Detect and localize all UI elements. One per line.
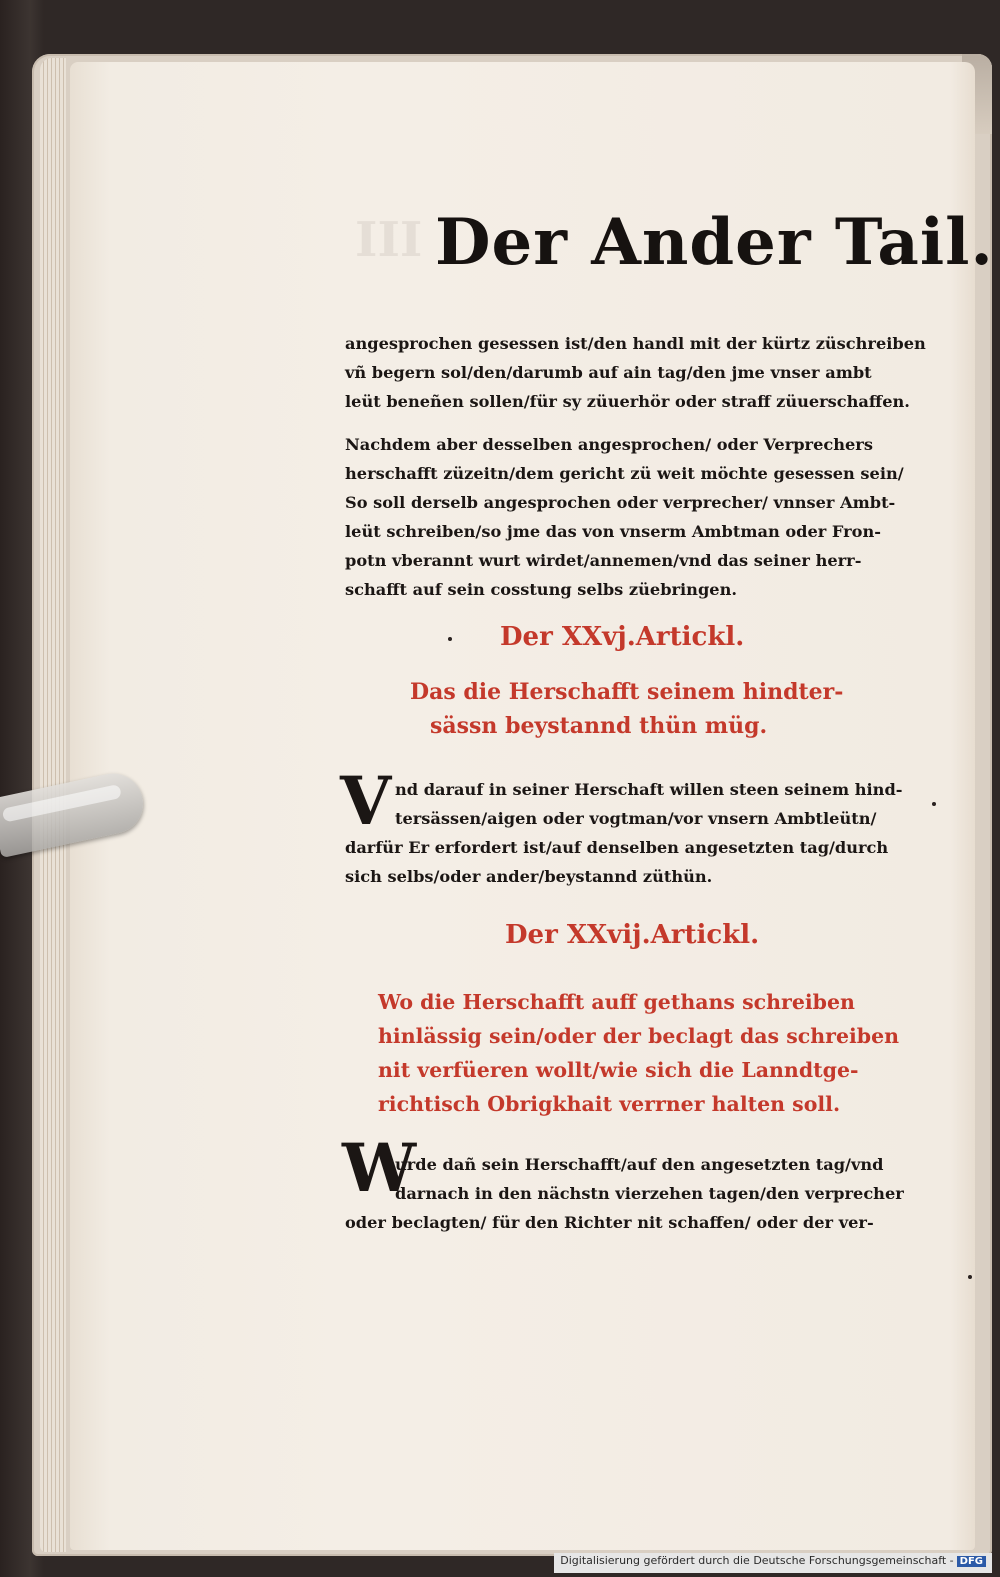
speck [968, 1275, 972, 1279]
rubric-line: Wo die Herschafft auff gethans schreiben [378, 990, 855, 1014]
rubric-line: nit verfüeren wollt/wie sich die Lanndtge- [378, 1058, 859, 1082]
text-line: potn vberannt wurt wirdet/annemen/vnd das seiner herr- [345, 551, 862, 570]
paragraph-1 [345, 329, 926, 416]
text-line: tersässen/aigen oder vogtman/vor vnsern Ambtleütn/ [395, 809, 877, 828]
digitization-credit [554, 1553, 992, 1573]
initial-w: W [342, 1129, 417, 1207]
text-line: urde dañ sein Herschafft/auf den angesetzten tag/vnd [395, 1155, 884, 1174]
bleed-through-ghost: III [355, 212, 423, 268]
paragraph-2 [345, 430, 905, 604]
speck [448, 637, 452, 641]
rubric-line: richtisch Obrigkhait verrner halten soll. [378, 1092, 841, 1116]
running-head: Der Ander Tail. [435, 205, 994, 280]
rubric-line: Das die Herschafft seinem hindter- [410, 679, 844, 705]
rubric-line: hinlässig sein/oder der beclagt das schreiben [378, 1024, 900, 1048]
speck [932, 802, 936, 806]
text-line: vñ begern sol/den/darumb auf ain tag/den jme vnser ambt [345, 363, 872, 382]
credit-text: Digitalisierung gefördert durch die Deutsche Forschungsgemeinschaft - [560, 1554, 954, 1567]
paragraph-3 [345, 775, 905, 891]
text-line: schafft auf sein cosstung selbs züebringen. [345, 580, 737, 599]
article-26-heading: Der XXvj.Artickl. [500, 622, 745, 652]
text-line: darnach in den nächstn vierzehen tagen/den verprecher [395, 1184, 904, 1203]
text-line: Nachdem aber desselben angesprochen/ oder Verprechers [345, 435, 873, 454]
article-27-heading: Der XXvij.Artickl. [505, 920, 760, 950]
paragraph-4 [345, 1150, 905, 1237]
article-26-title [410, 675, 950, 743]
text-line: nd darauf in seiner Herschaft willen steen seinem hind- [395, 780, 903, 799]
text-line: sich selbs/oder ander/beystannd züthün. [345, 867, 713, 886]
text-line: leüt beneñen sollen/für sy züuerhör oder straff züuerschaffen. [345, 392, 910, 411]
initial-v: V [340, 762, 392, 840]
dfg-logo: DFG [957, 1556, 986, 1567]
text-line: oder beclagten/ für den Richter nit schaffen/ oder der ver- [345, 1213, 874, 1232]
text-line: leüt schreiben/so jme das von vnserm Ambtman oder Fron- [345, 522, 881, 541]
rubric-line: sässn beystannd thün müg. [430, 713, 768, 739]
article-27-title [378, 985, 918, 1121]
text-line: darfür Er erfordert ist/auf denselben angesetzten tag/durch [345, 838, 889, 857]
text-line: herschafft züzeitn/dem gericht zü weit möchte gesessen sein/ [345, 464, 904, 483]
text-line: So soll derselb angesprochen oder verprecher/ vnnser Ambt- [345, 493, 896, 512]
text-line: angesprochen gesessen ist/den handl mit der kürtz züschreiben [345, 334, 926, 353]
